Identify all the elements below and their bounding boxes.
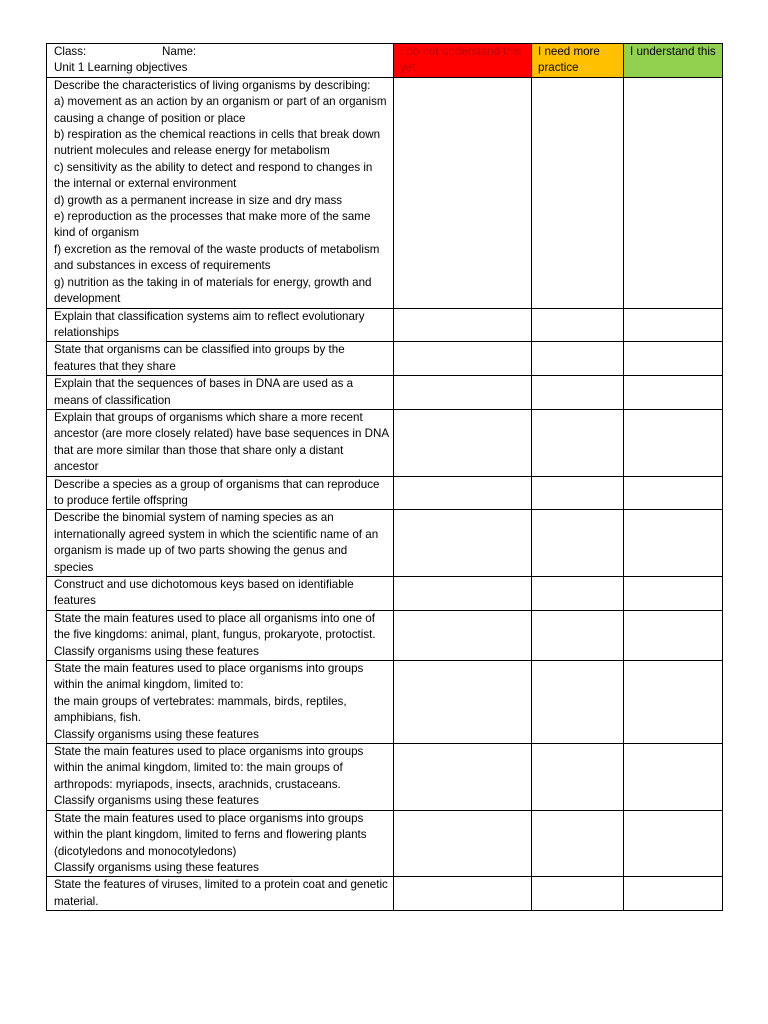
self-assessment-more-practice-cell[interactable]	[532, 376, 624, 410]
objective-line: Describe the characteristics of living organisms by describing:	[54, 78, 371, 92]
objective-row	[47, 510, 723, 577]
header-understand: I understand this	[624, 44, 723, 78]
self-assessment-more-practice-cell[interactable]	[532, 342, 624, 376]
objective-line: g) nutrition as the taking in of materials for energy, growth and development	[54, 275, 375, 306]
self-assessment-not-understand-cell[interactable]	[394, 661, 532, 744]
self-assessment-more-practice-cell[interactable]	[532, 308, 624, 342]
objective-line: c) sensitivity as the ability to detect and respond to changes in the internal or external environment	[54, 160, 376, 191]
objective-line: Explain that classification systems aim to reflect evolutionary relationships	[54, 309, 368, 339]
self-assessment-understand-cell[interactable]	[624, 409, 723, 476]
objective-line: Explain that groups of organisms which share a more recent ancestor (are more closely related) have base sequences in DNA that are more similar than those that share only a distant ancestor	[54, 410, 392, 474]
self-assessment-understand-cell[interactable]	[624, 577, 723, 611]
self-assessment-understand-cell[interactable]	[624, 610, 723, 660]
objective-line: the main groups of vertebrates: mammals, birds, reptiles, amphibians, fish.	[54, 694, 350, 725]
objective-row	[47, 376, 723, 410]
objective-text-cell	[47, 476, 394, 510]
self-assessment-understand-cell[interactable]	[624, 308, 723, 342]
self-assessment-not-understand-cell[interactable]	[394, 577, 532, 611]
objective-text-cell	[47, 577, 394, 611]
objective-line: Classify organisms using these features	[54, 644, 259, 658]
header-more-practice: I need more practice	[532, 44, 624, 78]
objective-text-cell	[47, 342, 394, 376]
objective-row	[47, 877, 723, 911]
self-assessment-not-understand-cell[interactable]	[394, 409, 532, 476]
header-info-cell	[47, 44, 394, 78]
self-assessment-not-understand-cell[interactable]	[394, 744, 532, 811]
objective-row	[47, 308, 723, 342]
self-assessment-more-practice-cell[interactable]	[532, 744, 624, 811]
self-assessment-more-practice-cell[interactable]	[532, 661, 624, 744]
objective-row	[47, 577, 723, 611]
objective-text-cell	[47, 877, 394, 911]
objective-line: State the main features used to place all organisms into one of the five kingdoms: animal, plant, fungus, prokaryote, protoctist.	[54, 611, 379, 642]
self-assessment-more-practice-cell[interactable]	[532, 610, 624, 660]
objective-row	[47, 661, 723, 744]
objectives-body	[47, 77, 723, 910]
objective-text-cell	[47, 661, 394, 744]
objective-text-cell	[47, 77, 394, 308]
objective-line: Construct and use dichotomous keys based on identifiable features	[54, 578, 357, 608]
objective-row	[47, 342, 723, 376]
learning-objectives-sheet	[46, 43, 722, 911]
objective-line: State the main features used to place organisms into groups within the animal kingdom, limited to: the main groups of arthropods: myriapods, insects, arachnids, crustaceans.	[54, 745, 367, 791]
objective-line: Classify organisms using these features	[54, 727, 259, 741]
objective-line: f) excretion as the removal of the waste products of metabolism and substances in excess of requirements	[54, 242, 383, 273]
objective-line: State the features of viruses, limited to a protein coat and genetic material.	[54, 878, 392, 908]
objective-row	[47, 610, 723, 660]
self-assessment-more-practice-cell[interactable]	[532, 77, 624, 308]
self-assessment-not-understand-cell[interactable]	[394, 376, 532, 410]
objective-line: State the main features used to place organisms into groups within the plant kingdom, limited to ferns and flowering plants (dicotyledons and monocotyledons)	[54, 811, 370, 858]
self-assessment-understand-cell[interactable]	[624, 342, 723, 376]
objective-row	[47, 810, 723, 877]
objective-text-cell	[47, 409, 394, 476]
objectives-table	[46, 43, 723, 911]
objective-text-cell	[47, 376, 394, 410]
self-assessment-more-practice-cell[interactable]	[532, 577, 624, 611]
objective-text-cell	[47, 610, 394, 660]
self-assessment-understand-cell[interactable]	[624, 744, 723, 811]
objective-row	[47, 77, 723, 308]
objective-text-cell	[47, 810, 394, 877]
objective-row	[47, 409, 723, 476]
objective-line: b) respiration as the chemical reactions in cells that break down nutrient molecules and release energy for metabolism	[54, 128, 384, 158]
self-assessment-not-understand-cell[interactable]	[394, 810, 532, 877]
objective-text-cell	[47, 308, 394, 342]
objective-line: Describe a species as a group of organisms that can reproduce to produce fertile offspring	[54, 477, 383, 507]
class-label: Class:	[54, 45, 87, 58]
self-assessment-more-practice-cell[interactable]	[532, 476, 624, 510]
self-assessment-more-practice-cell[interactable]	[532, 409, 624, 476]
objective-line: Describe the binomial system of naming species as an internationally agreed system in which the scientific name of an organism is made up of two parts showing the genus and species	[54, 511, 382, 574]
header-not-understand: I do not understand this yet	[394, 44, 532, 78]
self-assessment-understand-cell[interactable]	[624, 877, 723, 911]
self-assessment-understand-cell[interactable]	[624, 476, 723, 510]
objective-text-cell	[47, 744, 394, 811]
objective-row	[47, 476, 723, 510]
objective-text-cell	[47, 510, 394, 577]
self-assessment-not-understand-cell[interactable]	[394, 510, 532, 577]
objective-line: Classify organisms using these features	[54, 794, 259, 808]
objective-line: a) movement as an action by an organism or part of an organism causing a change of position or place	[54, 95, 390, 125]
self-assessment-not-understand-cell[interactable]	[394, 476, 532, 510]
objective-line: State the main features used to place organisms into groups within the animal kingdom, limited to:	[54, 662, 367, 692]
self-assessment-understand-cell[interactable]	[624, 510, 723, 577]
objective-line: Classify organisms using these features	[54, 860, 259, 874]
objective-row	[47, 744, 723, 811]
self-assessment-understand-cell[interactable]	[624, 661, 723, 744]
self-assessment-understand-cell[interactable]	[624, 77, 723, 308]
self-assessment-not-understand-cell[interactable]	[394, 77, 532, 308]
self-assessment-more-practice-cell[interactable]	[532, 810, 624, 877]
objective-line: d) growth as a permanent increase in size and dry mass	[54, 193, 343, 207]
objective-line: e) reproduction as the processes that make more of the same kind of organism	[54, 210, 374, 240]
unit-title: Unit 1 Learning objectives	[54, 61, 188, 75]
self-assessment-more-practice-cell[interactable]	[532, 877, 624, 911]
self-assessment-not-understand-cell[interactable]	[394, 610, 532, 660]
self-assessment-more-practice-cell[interactable]	[532, 510, 624, 577]
objective-line: Explain that the sequences of bases in DNA are used as a means of classification	[54, 377, 357, 407]
self-assessment-not-understand-cell[interactable]	[394, 308, 532, 342]
self-assessment-understand-cell[interactable]	[624, 810, 723, 877]
name-label: Name:	[162, 45, 197, 58]
objective-line: State that organisms can be classified into groups by the features that they share	[54, 343, 348, 373]
self-assessment-not-understand-cell[interactable]	[394, 877, 532, 911]
header-row	[47, 44, 723, 78]
self-assessment-not-understand-cell[interactable]	[394, 342, 532, 376]
self-assessment-understand-cell[interactable]	[624, 376, 723, 410]
